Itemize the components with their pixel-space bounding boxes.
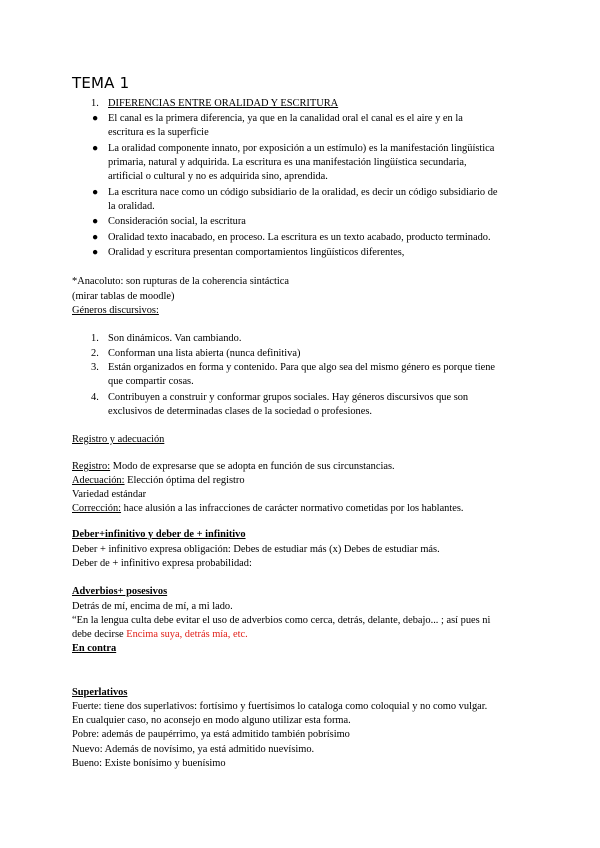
bullet-marker: ● (92, 247, 99, 258)
generos-item-2: Conforman una lista abierta (nunca definitiva) (108, 348, 301, 359)
bullet-5-line-1: Oralidad texto inacabado, en proceso. La escritura es un texto acabado, producto terminado. (108, 232, 491, 243)
correccion-definition (72, 502, 464, 516)
list-number: 1. (91, 333, 99, 344)
adecuacion-definition (72, 474, 245, 488)
bullet-marker: ● (92, 143, 99, 154)
adverbios-line-3-text: debe decirse (72, 629, 127, 640)
superlativos-line-3: Pobre: además de paupérrimo, ya está admitido también pobrísimo (72, 729, 350, 740)
bullet-marker: ● (92, 232, 99, 243)
generos-item-4-line-2: exclusivos de determinadas clases de la sociedad o profesiones. (108, 406, 373, 417)
bullet-3-line-2: la oralidad. (108, 201, 155, 212)
registro-heading: Registro y adecuación (72, 434, 165, 445)
bullet-3-line-1: La escritura nace como un código subsidiario de la oralidad, es decir un código subsidiario de (108, 187, 498, 198)
adverbios-heading: Adverbios+ posesivos (72, 586, 168, 597)
adverbios-line-2: “En la lengua culta debe evitar el uso de adverbios como cerca, detrás, delante, debajo... ; así pues ni (72, 615, 491, 626)
generos-heading: Géneros discursivos: (72, 305, 159, 316)
adverbios-line-1: Detrás de mí, encima de mí, a mi lado. (72, 601, 233, 612)
variedad-estandar: Variedad estándar (72, 489, 147, 500)
generos-item-3-line-2: que compartir cosas. (108, 376, 194, 387)
deber-line-2: Deber de + infinitivo expresa probabilidad: (72, 558, 252, 569)
moodle-note: (mirar tablas de moodle) (72, 291, 175, 302)
list-number: 2. (91, 348, 99, 359)
bullet-2-line-3: artificial o cultural y no es adquirida sino, aprendida. (108, 171, 328, 182)
list-number: 4. (91, 392, 99, 403)
adverbios-incorrect-example: Encima suya, detrás mía, etc. (126, 629, 248, 640)
bullet-marker: ● (92, 113, 99, 124)
adecuacion-text: Elección óptima del registro (124, 475, 245, 486)
superlativos-line-1: Fuerte: tiene dos superlativos: fortísimo y fuertísimos lo cataloga como coloquial y no como vulgar. (72, 701, 488, 712)
registro-definition (72, 460, 395, 474)
bullet-1-line-2: escritura es la superficie (108, 127, 209, 138)
bullet-2-line-1: La oralidad componente innato, por exposición a un estímulo) es la manifestación lingüística (108, 143, 495, 154)
superlativos-line-5: Bueno: Existe bonísimo y buenísimo (72, 758, 226, 769)
superlativos-line-4: Nuevo: Además de novísimo, ya está admitido nuevísimo. (72, 744, 315, 755)
bullet-6-line-1: Oralidad y escritura presentan comportamientos lingüísticos diferentes, (108, 247, 405, 258)
en-contra-heading: En contra (72, 643, 117, 654)
list-number: 3. (91, 362, 99, 373)
superlativos-line-2: En cualquier caso, no aconsejo en modo alguno utilizar esta forma. (72, 715, 351, 726)
bullet-2-line-2: primaria, natural y adquirida. La escritura es una manifestación lingüística secundaria, (108, 157, 467, 168)
adverbios-line-3 (72, 628, 248, 642)
section-1-number: 1. (91, 98, 99, 109)
generos-item-3-line-1: Están organizados en forma y contenido. Para que algo sea del mismo género es porque tiene (108, 362, 496, 373)
section-1-heading: DIFERENCIAS ENTRE ORALIDAD Y ESCRITURA (108, 98, 339, 109)
bullet-4-line-1: Consideración social, la escritura (108, 216, 246, 227)
deber-heading: Deber+infinitivo y deber de + infinitivo (72, 529, 246, 540)
deber-line-1: Deber + infinitivo expresa obligación: Debes de estudiar más (x) Debes de estudiar más. (72, 544, 440, 555)
bullet-1-line-1: El canal es la primera diferencia, ya que en la canalidad oral el canal es el aire y en la (108, 113, 463, 124)
correccion-label: Corrección: (72, 503, 122, 514)
bullet-marker: ● (92, 216, 99, 227)
registro-label: Registro: (72, 461, 111, 472)
bullet-marker: ● (92, 187, 99, 198)
generos-item-1: Son dinámicos. Van cambiando. (108, 333, 242, 344)
registro-text: Modo de expresarse que se adopta en función de sus circunstancias. (110, 461, 395, 472)
adecuacion-label: Adecuación: (72, 475, 125, 486)
anacoluto-note: *Anacoluto: son rupturas de la coherencia sintáctica (72, 276, 289, 287)
superlativos-heading: Superlativos (72, 687, 128, 698)
page-title: TEMA 1 (72, 74, 130, 92)
generos-item-4-line-1: Contribuyen a construir y conformar grupos sociales. Hay géneros discursivos que son (108, 392, 469, 403)
correccion-text: hace alusión a las infracciones de carácter normativo cometidas por los hablantes. (121, 503, 464, 514)
